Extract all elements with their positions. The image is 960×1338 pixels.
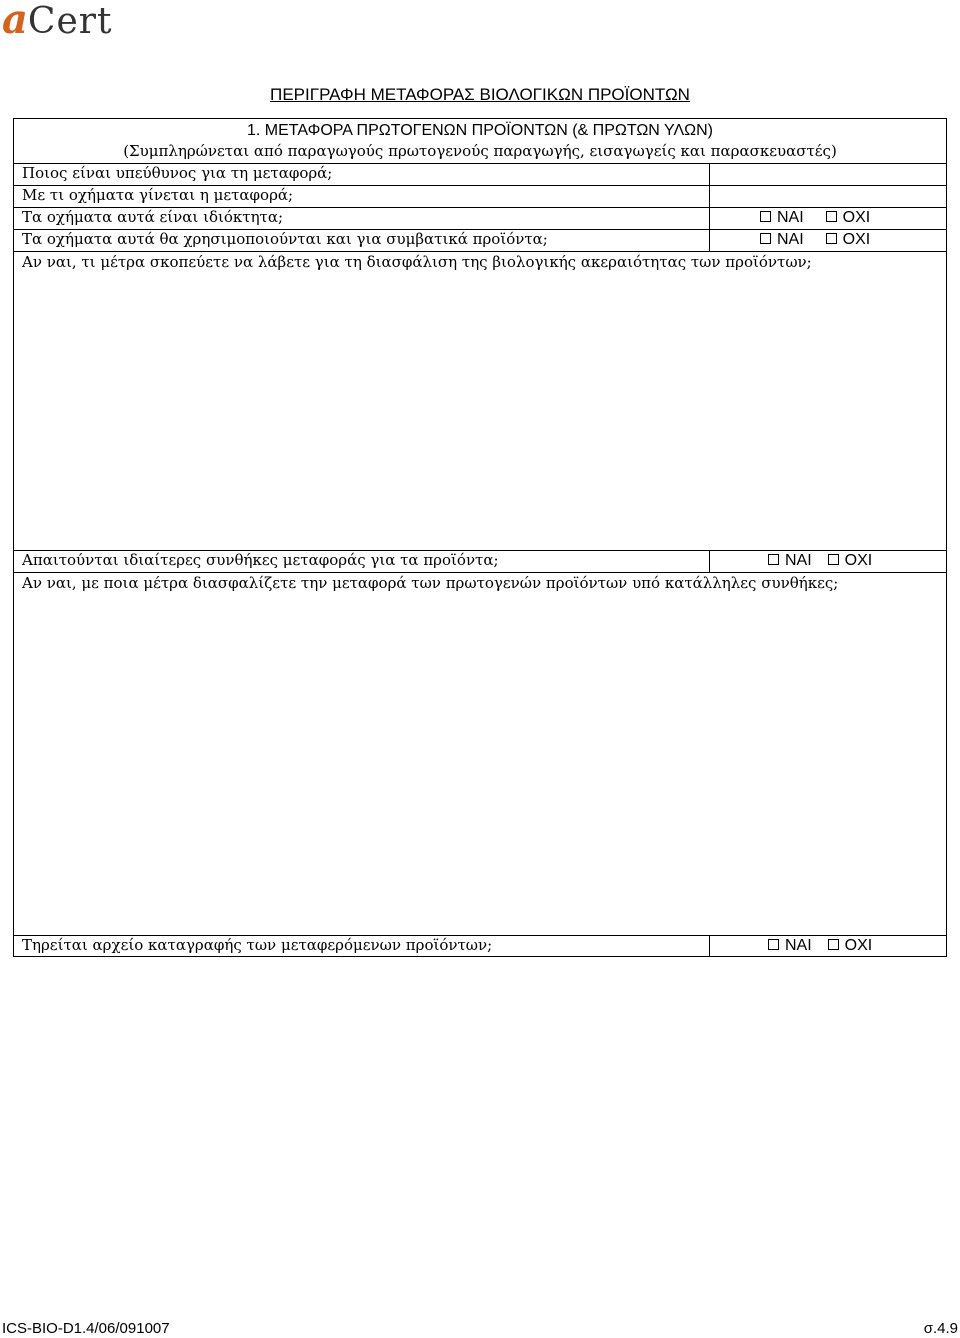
transport-form bbox=[13, 118, 947, 957]
acert-logo bbox=[2, 0, 113, 43]
option-no[interactable]: ΟΧΙ bbox=[828, 936, 873, 956]
checkbox-icon[interactable] bbox=[826, 211, 837, 222]
row-divider bbox=[14, 251, 946, 252]
question-conventional: Τα οχήματα αυτά θα χρησιμοποιούνται και για συμβατικά προϊόντα; bbox=[22, 230, 548, 248]
question-special-conditions: Απαιτούνται ιδιαίτερες συνθήκες μεταφοράς για τα προϊόντα; bbox=[22, 551, 499, 569]
checkbox-icon[interactable] bbox=[826, 233, 837, 244]
column-divider bbox=[709, 935, 710, 957]
document-code: ICS-BIO-D1.4/06/091007 bbox=[2, 1320, 170, 1337]
question-owned: Τα οχήματα αυτά είναι ιδιόκτητα; bbox=[22, 208, 284, 226]
conventional-options bbox=[760, 230, 870, 250]
option-yes[interactable]: ΝΑΙ bbox=[768, 936, 812, 956]
logo-text-cert: Cert bbox=[27, 1, 113, 42]
checkbox-icon[interactable] bbox=[828, 554, 839, 565]
question-records: Τηρείται αρχείο καταγραφής των μεταφερόμενων προϊόντων; bbox=[22, 936, 493, 954]
checkbox-icon[interactable] bbox=[760, 211, 771, 222]
owned-options bbox=[760, 208, 870, 228]
option-yes[interactable]: ΝΑΙ bbox=[768, 551, 812, 571]
option-yes[interactable]: ΝΑΙ bbox=[760, 208, 804, 228]
logo-letter-a: a bbox=[2, 0, 28, 43]
option-yes[interactable]: ΝΑΙ bbox=[760, 230, 804, 250]
question-integrity-measures: Αν ναι, τι μέτρα σκοπεύετε να λάβετε για τη διασφάλιση της βιολογικής ακεραιότητας των προϊόντων; bbox=[22, 253, 812, 271]
question-responsible: Ποιος είναι υπεύθυνος για τη μεταφορά; bbox=[22, 164, 333, 182]
checkbox-icon[interactable] bbox=[768, 554, 779, 565]
question-vehicles: Με τι οχήματα γίνεται η μεταφορά; bbox=[22, 186, 294, 204]
section-heading: 1. ΜΕΤΑΦΟΡΑ ΠΡΩΤΟΓΕΝΩΝ ΠΡΟΪΟΝΤΩΝ (& ΠΡΩΤΩΝ ΥΛΩΝ) bbox=[247, 122, 713, 139]
column-divider bbox=[709, 163, 710, 251]
checkbox-icon[interactable] bbox=[828, 939, 839, 950]
question-conditions-measures: Αν ναι, με ποια μέτρα διασφαλίζετε την μεταφορά των πρωτογενών προϊόντων υπό κατάλληλες συνθήκες; bbox=[22, 574, 839, 592]
checkbox-icon[interactable] bbox=[768, 939, 779, 950]
row-divider bbox=[14, 572, 946, 573]
records-options bbox=[768, 936, 872, 956]
page-title: ΠΕΡΙΓΡΑΦΗ ΜΕΤΑΦΟΡΑΣ ΒΙΟΛΟΓΙΚΩΝ ΠΡΟΪΟΝΤΩΝ bbox=[270, 85, 690, 104]
checkbox-icon[interactable] bbox=[760, 233, 771, 244]
option-no[interactable]: ΟΧΙ bbox=[826, 208, 871, 228]
option-no[interactable]: ΟΧΙ bbox=[828, 551, 873, 571]
option-no[interactable]: ΟΧΙ bbox=[826, 230, 871, 250]
section-subheading: (Συμπληρώνεται από παραγωγούς πρωτογενούς παραγωγής, εισαγωγείς και παρασκευαστές) bbox=[123, 142, 837, 160]
page-number: σ.4.9 bbox=[923, 1320, 958, 1337]
special-conditions-options bbox=[768, 551, 872, 571]
column-divider bbox=[709, 550, 710, 572]
